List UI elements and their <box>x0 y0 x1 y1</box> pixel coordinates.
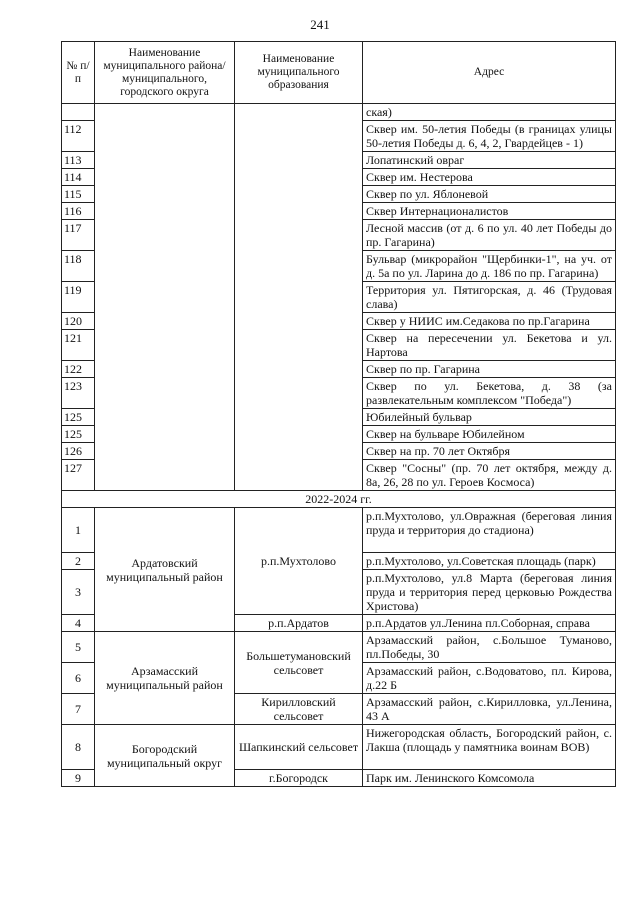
row-num: 119 <box>62 282 95 313</box>
row-num: 7 <box>62 694 95 725</box>
row-num: 9 <box>62 770 95 787</box>
row-num: 125 <box>62 426 95 443</box>
address-cell: ская) <box>363 104 616 121</box>
table-row <box>62 508 616 553</box>
address-cell: Лопатинский овраг <box>363 152 616 169</box>
row-num: 125 <box>62 409 95 426</box>
address-cell: Арзамасский район, с.Большое Туманово, пл.Победы, 30 <box>363 632 616 663</box>
address-cell: Сквер по ул. Яблоневой <box>363 186 616 203</box>
address-cell: Сквер им. 50-летия Победы (в границах улицы 50-летия Победы д. 6, 4, 2, Гвардейцев - 1) <box>363 121 616 152</box>
address-cell: р.п.Мухтолово, ул.Советская площадь (парк) <box>363 553 616 570</box>
address-cell: Сквер на пересечении ул. Бекетова и ул. Нартова <box>363 330 616 361</box>
address-cell: Лесной массив (от д. 6 по ул. 40 лет Победы до пр. Гагарина) <box>363 220 616 251</box>
row-num: 5 <box>62 632 95 663</box>
row-num: 1 <box>62 508 95 553</box>
row-num: 120 <box>62 313 95 330</box>
row-num: 114 <box>62 169 95 186</box>
header-num: № п/п <box>62 42 95 104</box>
address-cell: Сквер "Сосны" (пр. 70 лет октября, между д. 8а, 26, 28 по ул. Героев Космоса) <box>363 460 616 491</box>
row-num: 123 <box>62 378 95 409</box>
address-cell: Юбилейный бульвар <box>363 409 616 426</box>
row-num: 4 <box>62 615 95 632</box>
row-num: 2 <box>62 553 95 570</box>
address-cell: Бульвар (микрорайон "Щербинки-1", на уч. от д. 5а по ул. Ларина до д. 186 по пр. Гагарина) <box>363 251 616 282</box>
formation-cell: г.Богородск <box>235 770 363 787</box>
row-num: 116 <box>62 203 95 220</box>
header-address: Адрес <box>363 42 616 104</box>
address-cell: Сквер Интернационалистов <box>363 203 616 220</box>
formation-cell: Кирилловский сельсовет <box>235 694 363 725</box>
table-row <box>62 632 616 663</box>
address-cell: р.п.Мухтолово, ул.8 Марта (береговая линия пруда и территория перед церковью Рождества Христова) <box>363 570 616 615</box>
formation-cell: р.п.Мухтолово <box>235 508 363 615</box>
formation-cell <box>235 104 363 491</box>
address-cell: Арзамасский район, с.Кирилловка, ул.Ленина, 43 А <box>363 694 616 725</box>
address-cell: Сквер на бульваре Юбилейном <box>363 426 616 443</box>
address-cell: Арзамасский район, с.Водоватово, пл. Кирова, д.22 Б <box>363 663 616 694</box>
header-district: Наименование муниципального района/ муниципального, городского округа <box>95 42 235 104</box>
row-num: 3 <box>62 570 95 615</box>
row-num: 122 <box>62 361 95 378</box>
period-label: 2022-2024 гг. <box>62 491 616 508</box>
address-cell: Сквер у НИИС им.Седакова по пр.Гагарина <box>363 313 616 330</box>
address-cell: р.п.Ардатов ул.Ленина пл.Соборная, справа <box>363 615 616 632</box>
period-row <box>62 491 616 508</box>
address-cell: р.п.Мухтолово, ул.Овражная (береговая линия пруда и территория до стадиона) <box>363 508 616 553</box>
district-cell: Богородский муниципальный округ <box>95 725 235 787</box>
page-number: 241 <box>310 17 330 32</box>
objects-table <box>61 41 616 787</box>
row-num: 121 <box>62 330 95 361</box>
table-row <box>62 725 616 770</box>
table-header-row <box>62 42 616 104</box>
row-num: 115 <box>62 186 95 203</box>
address-cell: Нижегородская область, Богородский район, с. Лакша (площадь у памятника воинам ВОВ) <box>363 725 616 770</box>
formation-cell: Большетумановский сельсовет <box>235 632 363 694</box>
address-cell: Территория ул. Пятигорская, д. 46 (Трудовая слава) <box>363 282 616 313</box>
row-num: 127 <box>62 460 95 491</box>
table-row <box>62 104 616 121</box>
row-num: 6 <box>62 663 95 694</box>
header-formation: Наименование муниципального образования <box>235 42 363 104</box>
row-num: 118 <box>62 251 95 282</box>
district-cell: Ардатовский муниципальный район <box>95 508 235 632</box>
row-num: 112 <box>62 121 95 152</box>
district-cell: Арзамасский муниципальный район <box>95 632 235 725</box>
row-num: 117 <box>62 220 95 251</box>
address-cell: Сквер по пр. Гагарина <box>363 361 616 378</box>
formation-cell: р.п.Ардатов <box>235 615 363 632</box>
address-cell: Сквер им. Нестерова <box>363 169 616 186</box>
row-num: 126 <box>62 443 95 460</box>
formation-cell: Шапкинский сельсовет <box>235 725 363 770</box>
address-cell: Сквер на пр. 70 лет Октября <box>363 443 616 460</box>
address-cell: Сквер по ул. Бекетова, д. 38 (за развлекательным комплексом "Победа") <box>363 378 616 409</box>
row-num: 8 <box>62 725 95 770</box>
district-cell <box>95 104 235 491</box>
address-cell: Парк им. Ленинского Комсомола <box>363 770 616 787</box>
row-num: 113 <box>62 152 95 169</box>
